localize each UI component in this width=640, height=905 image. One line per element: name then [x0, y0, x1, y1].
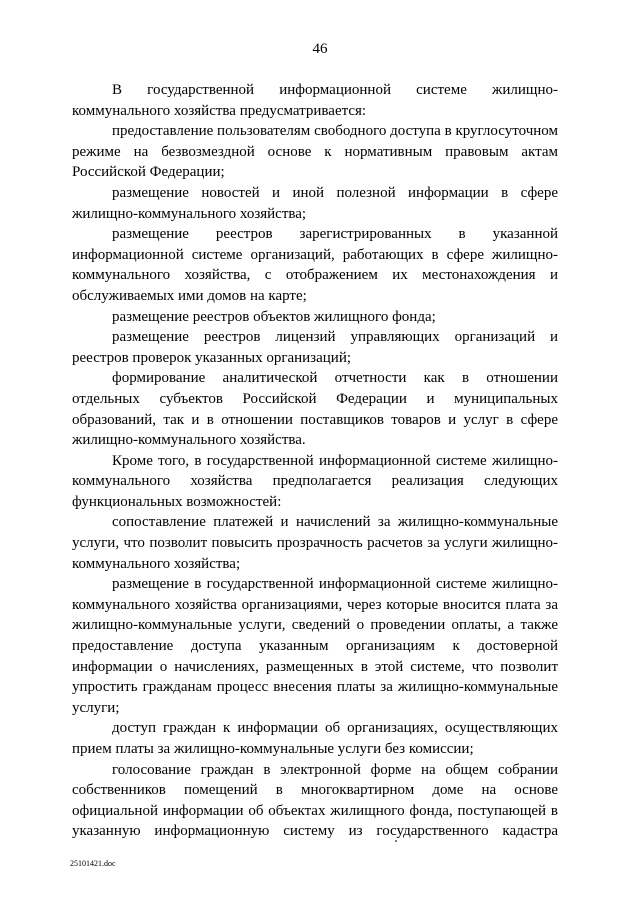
paragraph-registry-licenses: размещение реестров лицензий управляющих организаций и реестров проверок указанных организаций; — [72, 329, 558, 366]
paragraph-payment-matching: сопоставление платежей и начислений за жилищно-коммунальные услуги, что позволит повысить прозрачность расчетов за услуги жилищно-коммунального хозяйства; — [72, 514, 558, 572]
footer-file-name: 25101421.doc — [70, 859, 116, 868]
paragraph-commission-free: доступ граждан к информации об организациях, осуществляющих прием платы за жилищно-коммунальные услуги без комиссии; — [72, 720, 558, 757]
paragraph-legal-access: предоставление пользователям свободного доступа в круглосуточном режиме на безвозмездной основе к нормативным правовым актам Российской Федерации; — [72, 123, 558, 181]
paragraph-voting: голосование граждан в электронной форме на общем собрании собственников помещений в многоквартирном доме на основе официальной информации об объектах жилищного фонда, поступающей в указанную информационную систему из государственного кадастра — [72, 761, 558, 840]
paragraph-intro: В государственной информационной системе жилищно-коммунального хозяйства предусматривается: — [72, 82, 558, 119]
paragraph-payment-info: размещение в государственной информационной системе жилищно-коммунального хозяйства организациями, через которые вносится плата за жилищно-коммунальные услуги, сведений о проведении оплаты, а также предоставление доступа указанным организациям к достоверной информации о начислениях, размещенных в этой системе, что позволит упростить гражданам процесс внесения платы за жилищно-коммунальные услуги; — [72, 576, 558, 716]
paragraph-analytics: формирование аналитической отчетности как в отношении отдельных субъектов Российской Федерации и муниципальных образований, так и в отношении поставщиков товаров и услуг в сфере жилищно-коммунального хозяйства. — [72, 370, 558, 449]
paragraph-registry-housing: размещение реестров объектов жилищного фонда; — [112, 308, 436, 325]
paragraph-additional-functions: Кроме того, в государственной информационной системе жилищно-коммунального хозяйства предполагается реализация следующих функциональных возможностей: — [72, 452, 558, 510]
paragraph-registry-organizations: размещение реестров зарегистрированных в указанной информационной системе организаций, работающих в сфере жилищно-коммунального хозяйства, с отображением их местонахождения и обслуживаемых ими домов на карте; — [72, 226, 558, 304]
paragraph-news: размещение новостей и иной полезной информации в сфере жилищно-коммунального хозяйства; — [72, 184, 558, 222]
footer-mark — [395, 840, 397, 842]
document-body — [72, 80, 558, 842]
page-number: 46 — [312, 41, 328, 57]
